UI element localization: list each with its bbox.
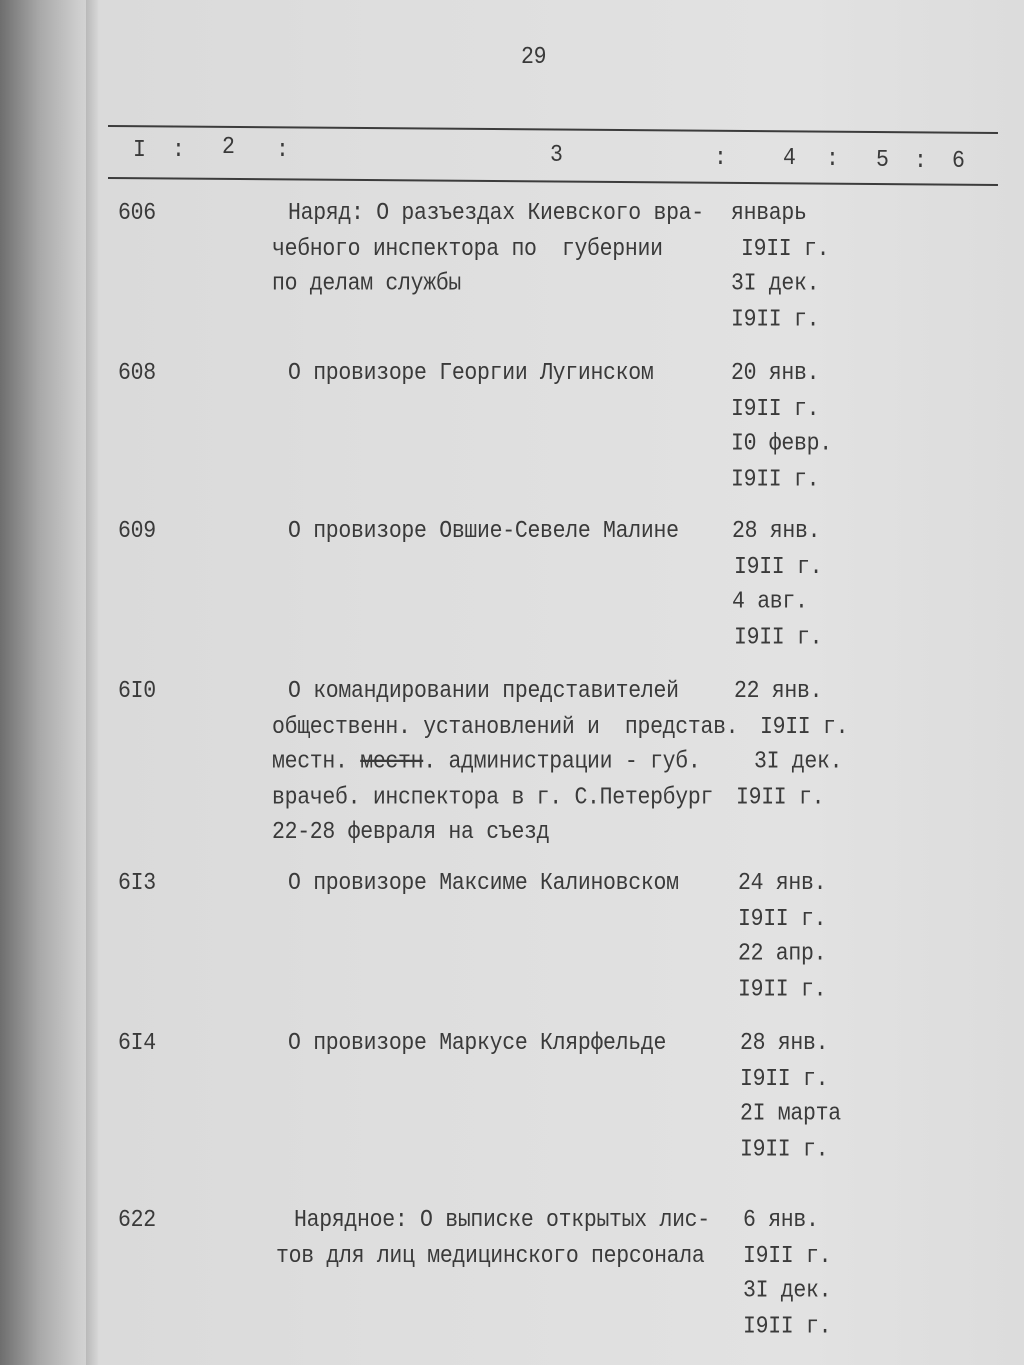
page-binding-shadow <box>86 0 98 1365</box>
date-line: I9II г. <box>734 623 823 651</box>
description-text: . администрации - губ. <box>423 748 701 776</box>
entry-dates <box>740 1030 841 1171</box>
description-line: О провизоре Маркусе Клярфельде <box>288 1030 667 1057</box>
date-line: I9II г. <box>741 235 830 263</box>
col-header-3: 3 <box>550 142 563 169</box>
description-line: общественн. установлений и представ. <box>272 713 739 741</box>
description-line: по делам службы <box>272 270 462 298</box>
description-line: Нарядное: О выписке открытых лис- <box>294 1207 710 1234</box>
description-line: О провизоре Максиме Калиновском <box>288 870 679 897</box>
description-line: врачеб. инспектора в г. С.Петербург <box>272 783 714 811</box>
date-line: I9II г. <box>740 1065 829 1093</box>
date-line: 3I дек. <box>731 270 820 298</box>
entry-description <box>272 200 704 306</box>
date-line: 20 янв. <box>731 360 820 387</box>
date-line: I9II г. <box>731 465 820 493</box>
entry-number: 6I0 <box>118 678 156 705</box>
date-line: 3I дек. <box>743 1277 832 1305</box>
entry-dates <box>734 678 848 819</box>
date-line: 22 янв. <box>734 678 823 705</box>
date-line: 24 янв. <box>738 870 827 897</box>
entry-number: 606 <box>118 200 156 227</box>
entry-description <box>276 1207 710 1278</box>
entry-dates <box>732 518 822 659</box>
description-line <box>272 749 738 784</box>
entry-dates <box>738 870 826 1011</box>
date-line: 28 янв. <box>740 1030 829 1057</box>
struck-out-text: местн <box>360 748 424 776</box>
col-separator: : <box>714 145 727 172</box>
header-top-rule <box>108 125 998 134</box>
col-separator: : <box>172 137 185 164</box>
description-line: О провизоре Овшие-Севеле Малине <box>288 518 679 545</box>
date-line: 28 янв. <box>732 518 821 545</box>
date-line: I9II г. <box>743 1242 832 1270</box>
date-line: I9II г. <box>743 1312 832 1340</box>
entry-description <box>272 360 653 395</box>
date-line: I9II г. <box>734 553 823 581</box>
date-line: 3I дек. <box>754 748 843 776</box>
col-separator: : <box>826 146 839 173</box>
date-line: I9II г. <box>740 1135 829 1163</box>
col-header-1: I <box>133 137 146 164</box>
date-line: I9II г. <box>731 395 820 423</box>
description-line: О провизоре Георгии Лугинском <box>288 360 654 387</box>
entry-number: 6I3 <box>118 870 156 897</box>
col-header-4: 4 <box>783 145 796 172</box>
page-number: 29 <box>521 44 547 71</box>
entry-number: 609 <box>118 518 156 545</box>
date-line: 2I марта <box>740 1100 841 1128</box>
entry-dates <box>743 1207 831 1348</box>
col-separator: : <box>276 137 289 164</box>
entry-description <box>272 678 738 854</box>
description-line: Наряд: О разъездах Киевского вра- <box>288 200 704 227</box>
col-separator: : <box>914 148 927 175</box>
date-line: I9II г. <box>738 975 827 1003</box>
entry-description <box>272 870 679 905</box>
date-line: 4 авг. <box>732 588 808 616</box>
entry-dates <box>731 200 829 341</box>
date-line: I9II г. <box>736 783 825 811</box>
date-line: январь <box>731 200 807 227</box>
col-header-5: 5 <box>876 147 889 174</box>
date-line: I9II г. <box>760 713 849 741</box>
date-line: I0 февр. <box>731 430 832 458</box>
col-header-2: 2 <box>222 134 235 161</box>
date-line: 22 апр. <box>738 940 827 968</box>
description-line: О командировании представителей <box>288 678 679 705</box>
description-line: тов для лиц медицинского персонала <box>276 1242 705 1270</box>
entry-description <box>272 518 679 553</box>
col-header-6: 6 <box>952 148 965 175</box>
date-line: I9II г. <box>731 305 820 333</box>
description-text: местн. <box>272 748 361 776</box>
description-line: 22-28 февраля на съезд <box>272 819 550 846</box>
entry-description <box>272 1030 666 1065</box>
entry-number: 622 <box>118 1207 156 1234</box>
date-line: 6 янв. <box>743 1207 819 1234</box>
entry-number: 608 <box>118 360 156 387</box>
description-line: чебного инспектора по губернии <box>272 235 663 263</box>
date-line: I9II г. <box>738 905 827 933</box>
entry-number: 6I4 <box>118 1030 156 1057</box>
entry-dates <box>731 360 832 501</box>
header-bottom-rule <box>108 177 998 186</box>
